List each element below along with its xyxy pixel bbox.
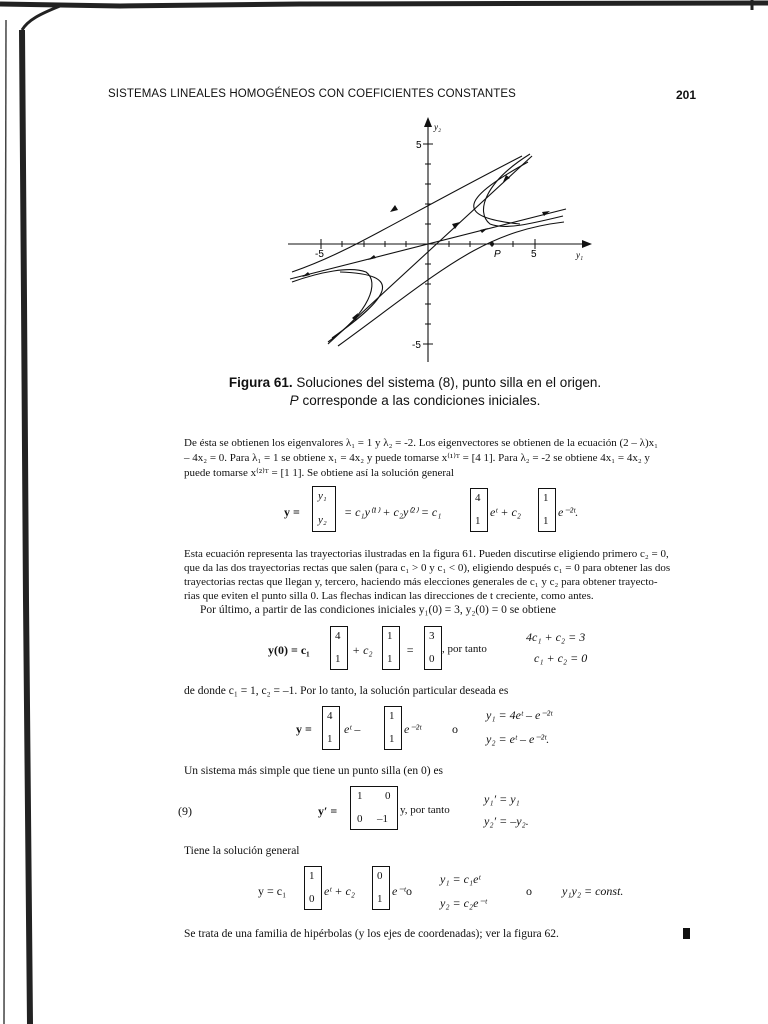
eq2-porlo: , por tanto: [442, 643, 487, 655]
trajectory-upper-right-inner: [474, 162, 528, 224]
para2-line1: Esta ecuación representa las trayectorias ilustradas en la figura 61. Pueden discutirse eligiendo primero c₂ = 0,: [184, 548, 669, 560]
eq2-lhs: y(0) = c₁: [268, 643, 310, 657]
point-p-label: P: [494, 249, 501, 260]
y1-axis-label: y₁: [576, 250, 584, 260]
para1-line1: De ésta se obtienen los eigenvalores λ₁ = 1 y λ₂ = -2. Los eigenvectores se obtienen de la ecuación (2 – λ)x₁: [184, 437, 658, 449]
end-of-section-mark: [683, 928, 690, 939]
eq3-o: o: [452, 722, 458, 736]
y1-axis-arrow: [582, 240, 592, 248]
eq4-rest: y, por tanto: [400, 804, 450, 816]
eq1-matrix-y: y₁ y₂: [312, 486, 336, 532]
eq1-matrix-v1: 4 1: [470, 488, 488, 532]
para2-line3: trayectorias rectas que llegan y, tercero, haciendo más elecciones generales de c₁ y c₂ para obtener trayecto-: [184, 576, 658, 588]
caption-label: Figura 61.: [228, 375, 293, 390]
eq4-number: (9): [178, 804, 192, 818]
eq4-r1: y₁′ = y₁: [484, 792, 520, 806]
direction-arrows: [302, 175, 550, 321]
eq3-matrix-1: 4 1: [322, 706, 340, 750]
running-header: [108, 88, 696, 106]
eq5-r1: y₁ = c₁eᵗ: [440, 872, 481, 886]
eq2-sys2: c₁ + c₂ = 0: [534, 651, 588, 665]
eq3-matrix-2: 1 1: [384, 706, 402, 750]
trajectory-upper-left: [292, 156, 522, 272]
y2-axis-label: y₂: [434, 122, 442, 132]
eq3-r1: y₁ = 4eᵗ – e⁻²ᵗ: [486, 708, 553, 722]
eq5-r3: y₁y₂ = const.: [562, 884, 624, 898]
arrow-icon: [480, 228, 488, 233]
eq5-o1: o: [406, 884, 412, 898]
para4: Un sistema más simple que tiene un punto silla (en 0) es: [184, 765, 444, 777]
eq5-matrix-1: 1 0: [304, 866, 322, 910]
para1-line2: – 4x₂ = 0. Para λ₁ = 1 se obtiene x₁ = 4x₂ y puede tomarse x⁽¹⁾ᵀ = [4 1]. Para λ₂ = -2 se obtiene 4x₁ = 4x₂ y: [184, 452, 650, 464]
para3: de donde c₁ = 1, c₂ = –1. Por lo tanto, la solución particular deseada es: [184, 685, 509, 697]
trajectory-lower-left-inner: [332, 272, 383, 338]
eq2-matrix-1: 4 1: [330, 626, 348, 670]
tick-label-x-right: 5: [531, 249, 537, 260]
arrow-icon: [368, 255, 376, 260]
eq2-sys1: 4c₁ + c₂ = 3: [526, 630, 586, 644]
caption-line1: Soluciones del sistema (8), punto silla en el origen.: [292, 375, 602, 390]
eq1-t2: e⁻²ᵗ.: [558, 505, 579, 519]
tick-label-y-bottom: -5: [412, 340, 421, 351]
eq5-t1: eᵗ + c₂: [324, 884, 355, 898]
initial-point: [490, 242, 494, 246]
eq4-matrix: 1 0 0 –1: [350, 786, 398, 830]
eq2-eq: =: [406, 643, 415, 657]
eq3-lhs: y =: [296, 722, 312, 736]
trajectory-lower-left: [292, 270, 372, 342]
para2-line5: Por último, a partir de las condiciones iniciales y₁(0) = 3, y₂(0) = 0 se obtiene: [200, 604, 557, 616]
phase-portrait-figure: [280, 112, 600, 370]
eq2-matrix-3: 3 0: [424, 626, 442, 670]
eq1-lhs: y =: [284, 505, 300, 519]
eq5-o2: o: [526, 884, 532, 898]
header-title: SISTEMAS LINEALES HOMOGÉNEOS CON COEFICIENTES CONSTANTES: [108, 88, 516, 100]
para5: Tiene la solución general: [184, 845, 300, 857]
caption-line2: corresponde a las condiciones iniciales.: [298, 393, 541, 408]
tick-label-x-left: -5: [315, 249, 324, 260]
eq1-t1: eᵗ + c₂: [490, 505, 521, 519]
eq3-t1: eᵗ –: [344, 722, 361, 736]
eq5-t2: e⁻ᵗ: [392, 884, 406, 898]
eq2-plus: + c₂: [352, 643, 373, 657]
caption-p: P: [289, 393, 299, 408]
page-number: 201: [675, 88, 696, 102]
para1-line3: puede tomarse x⁽²⁾ᵀ = [1 1]. Se obtiene así la solución general: [184, 467, 454, 479]
eq4-r2: y₂′ = –y₂.: [484, 814, 529, 828]
eq5-r2: y₂ = c₂e⁻ᵗ: [440, 896, 487, 910]
y2-axis-arrow: [424, 117, 432, 127]
figure-caption: [180, 374, 650, 410]
tick-label-y-top: 5: [416, 140, 422, 151]
para6: Se trata de una familia de hipérbolas (y los ejes de coordenadas); ver la figura 62.: [184, 928, 559, 940]
eq3-r2: y₂ = eᵗ – e⁻²ᵗ.: [486, 732, 550, 746]
eq1-mid: = c₁y⁽¹⁾ + c₂y⁽²⁾ = c₁: [344, 505, 442, 519]
eq4-lhs: y′ =: [318, 804, 338, 818]
para2-line2: que da las dos trayectorias rectas que salen (para c₁ > 0 y c₁ < 0), eligiendo después c₁ = 0 para obtener las dos: [184, 562, 671, 574]
eq1-matrix-v2: 1 1: [538, 488, 556, 532]
para2-line4: rias que eviten el punto silla 0. Las flechas indican las direcciones de t creciente, como antes.: [184, 590, 594, 602]
arrow-icon: [390, 205, 398, 212]
eq3-t2: e⁻²ᵗ: [404, 722, 422, 736]
eq2-matrix-2: 1 1: [382, 626, 400, 670]
eq5-matrix-2: 0 1: [372, 866, 390, 910]
eq5-lhs: y = c₁: [258, 884, 287, 898]
